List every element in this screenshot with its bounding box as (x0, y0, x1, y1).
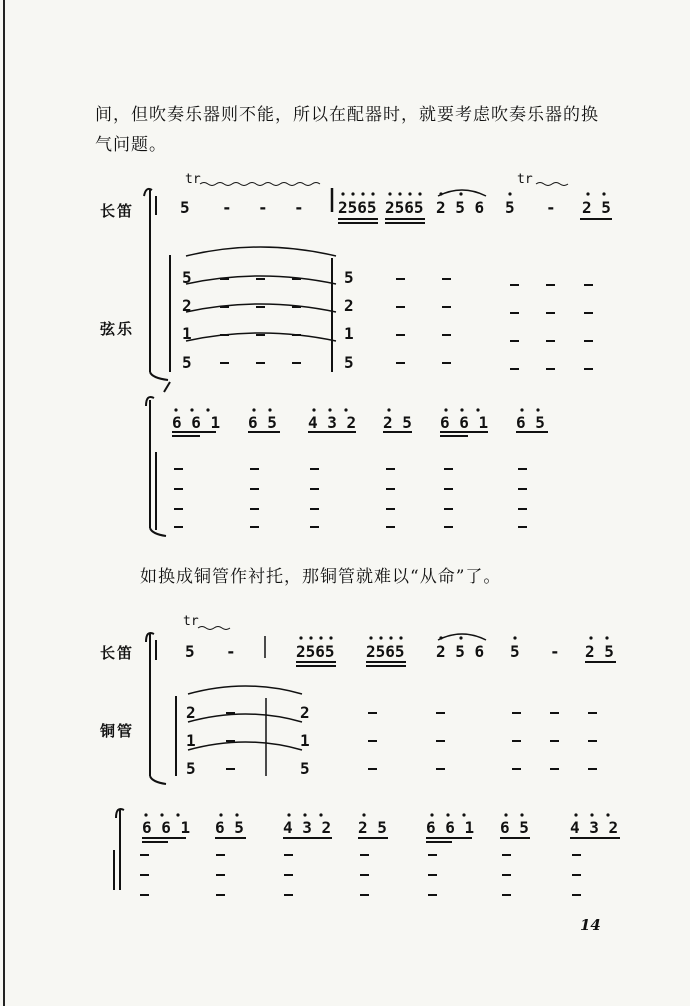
dash-mark (444, 526, 453, 528)
octave-dot (430, 813, 433, 816)
dash-mark (428, 854, 437, 856)
dash-mark (310, 468, 319, 470)
dash-mark (360, 874, 369, 876)
dash-mark (510, 340, 519, 342)
dash-mark (292, 362, 301, 364)
dash-mark (174, 488, 183, 490)
system-bracket (150, 776, 166, 784)
rest-dash: - (294, 198, 304, 217)
octave-dot (590, 813, 593, 816)
dash-mark (368, 768, 377, 770)
melody-note: 2565 (338, 198, 377, 217)
octave-dot (589, 636, 592, 639)
dash-mark (572, 894, 581, 896)
dash-mark (444, 488, 453, 490)
brass-note: 2 (300, 703, 310, 722)
dash-mark (216, 854, 225, 856)
dash-mark (174, 508, 183, 510)
octave-dot (586, 192, 589, 195)
octave-dot (341, 192, 344, 195)
melody-note: 2 5 (585, 642, 614, 661)
tie (186, 247, 336, 256)
octave-dot (369, 636, 372, 639)
dash-mark (220, 334, 229, 336)
octave-dot (144, 813, 147, 816)
dash-mark (444, 508, 453, 510)
dash-mark (250, 488, 259, 490)
dash-mark (546, 312, 555, 314)
dash-mark (174, 526, 183, 528)
strings-note: 5 (344, 353, 354, 372)
melody-note: 6 6 1 (172, 413, 221, 432)
dash-mark (368, 740, 377, 742)
trill-mark-1: tr (185, 172, 201, 187)
system-bracket (150, 528, 166, 536)
brass-note: 1 (300, 731, 310, 750)
tie (188, 742, 302, 750)
melody-note: 6 5 (500, 818, 529, 837)
melody-note: 6 5 (215, 818, 244, 837)
octave-dot (268, 408, 271, 411)
dash-mark (310, 508, 319, 510)
octave-dot (398, 192, 401, 195)
octave-dots (144, 192, 609, 816)
dash-mark (502, 894, 511, 896)
dash-mark (510, 312, 519, 314)
octave-dot (446, 813, 449, 816)
octave-dot (174, 408, 177, 411)
brass-note: 5 (186, 759, 196, 778)
dash-mark (256, 306, 265, 308)
dash-mark (292, 334, 301, 336)
melody-note: 5 (505, 198, 515, 217)
octave-dot (439, 192, 442, 195)
melody-note: 2 5 (582, 198, 611, 217)
dash-mark (140, 854, 149, 856)
melody-note: 6 6 1 (426, 818, 475, 837)
dash-mark (360, 854, 369, 856)
octave-dot (439, 636, 442, 639)
dash-mark (174, 468, 183, 470)
melody-note: 2 5 (358, 818, 387, 837)
dash-mark (436, 768, 445, 770)
dash-mark (502, 874, 511, 876)
octave-dot (329, 636, 332, 639)
dash-mark (396, 362, 405, 364)
octave-dot (379, 636, 382, 639)
octave-dot (444, 408, 447, 411)
dash-mark (256, 278, 265, 280)
dash-mark (386, 526, 395, 528)
octave-dot (574, 813, 577, 816)
dash-mark (442, 362, 451, 364)
dash-mark (140, 894, 149, 896)
dash-mark (546, 368, 555, 370)
dash-mark (396, 278, 405, 280)
dash-mark (502, 854, 511, 856)
melody-note: 2 5 (383, 413, 412, 432)
octave-dot (160, 813, 163, 816)
melody-note: 6 6 1 (440, 413, 489, 432)
octave-dot (319, 813, 322, 816)
octave-dot (206, 408, 209, 411)
octave-dot (462, 813, 465, 816)
brass-note: 5 (300, 759, 310, 778)
dash-mark (310, 526, 319, 528)
dash-mark (588, 740, 597, 742)
octave-dot (361, 192, 364, 195)
label-brass: 铜管 (100, 722, 135, 740)
octave-dot (388, 192, 391, 195)
dash-mark (428, 874, 437, 876)
strings-note: 2 (182, 296, 192, 315)
strings-note: 5 (182, 268, 192, 287)
dash-mark (292, 278, 301, 280)
dash-mark (428, 894, 437, 896)
dash-mark (386, 488, 395, 490)
dash-mark (284, 874, 293, 876)
dash-mark (226, 768, 235, 770)
dash-mark (584, 312, 593, 314)
octave-dot (362, 813, 365, 816)
dash-mark (250, 468, 259, 470)
dash-mark (546, 284, 555, 286)
melody-note: 5 (510, 642, 520, 661)
octave-dot (328, 408, 331, 411)
octave-dot (235, 813, 238, 816)
octave-dot (344, 408, 347, 411)
dash-mark (518, 468, 527, 470)
octave-dot (190, 408, 193, 411)
prose-line-1: 间，但吹奏乐器则不能，所以在配器时，就要考虑吹奏乐器的换 (95, 105, 599, 125)
trill-wave (200, 183, 320, 186)
dash-mark (226, 712, 235, 714)
octave-dot (460, 408, 463, 411)
octave-dot (287, 813, 290, 816)
octave-dot (504, 813, 507, 816)
melody-note: 2565 (385, 198, 424, 217)
dash-mark (310, 488, 319, 490)
dash-mark (512, 768, 521, 770)
octave-dot (176, 813, 179, 816)
dash-mark (284, 894, 293, 896)
octave-dot (299, 636, 302, 639)
slash (164, 382, 170, 392)
octave-dot (319, 636, 322, 639)
prose-line-3: 如换成铜管作衬托，那铜管就难以“从命”了。 (140, 567, 502, 587)
octave-dot (418, 192, 421, 195)
dash-mark (256, 362, 265, 364)
strings-note: 5 (344, 268, 354, 287)
dash-mark (442, 278, 451, 280)
dash-mark (216, 874, 225, 876)
dash-mark (220, 362, 229, 364)
dash-mark (510, 284, 519, 286)
melody-note: 4 3 2 (283, 818, 332, 837)
octave-dot (219, 813, 222, 816)
rest-dash: - (222, 198, 232, 217)
dash-mark (442, 306, 451, 308)
dash-mark (550, 768, 559, 770)
octave-dot (513, 636, 516, 639)
tie (188, 714, 302, 722)
brass-note: 2 (186, 703, 196, 722)
dash-mark (360, 894, 369, 896)
melody-note: 2565 (366, 642, 405, 661)
melody-note: 6 5 (248, 413, 277, 432)
melody-note: - (550, 642, 560, 661)
octave-dot (399, 636, 402, 639)
dash-mark (368, 712, 377, 714)
label-strings: 弦乐 (100, 320, 135, 338)
flute-first-note: 5 (185, 642, 195, 661)
strings-note: 1 (344, 324, 354, 343)
dash-mark (572, 874, 581, 876)
dash-mark (226, 740, 235, 742)
dash-mark (510, 368, 519, 370)
octave-dot (459, 192, 462, 195)
prose-line-2: 气问题。 (95, 135, 167, 155)
octave-dot (606, 813, 609, 816)
rest-dash: - (258, 198, 268, 217)
octave-dot (408, 192, 411, 195)
octave-dot (520, 813, 523, 816)
octave-dot (387, 408, 390, 411)
dash-mark (518, 488, 527, 490)
dash-mark (220, 278, 229, 280)
octave-dot (508, 192, 511, 195)
dash-mark (584, 368, 593, 370)
dash-mark (386, 508, 395, 510)
dash-mark (436, 740, 445, 742)
dash-mark (572, 854, 581, 856)
dash-mark (292, 306, 301, 308)
octave-dot (602, 192, 605, 195)
strings-note: 1 (182, 324, 192, 343)
octave-dot (303, 813, 306, 816)
octave-dot (351, 192, 354, 195)
octave-dot (520, 408, 523, 411)
trill-wave (536, 183, 568, 186)
dash-mark (584, 284, 593, 286)
dash-mark (284, 854, 293, 856)
dash-mark (256, 334, 265, 336)
dash-mark (584, 340, 593, 342)
trill-mark-2: tr (517, 172, 533, 187)
label-flute: 长笛 (100, 202, 135, 220)
melody-note: 2565 (296, 642, 335, 661)
dash-mark (216, 894, 225, 896)
brass-note: 1 (186, 731, 196, 750)
strings-note: 5 (182, 353, 192, 372)
flute-first-note: 5 (180, 198, 190, 217)
dash-mark (588, 768, 597, 770)
dash-mark (442, 334, 451, 336)
rest-dash: - (226, 642, 236, 661)
dash-mark (386, 468, 395, 470)
melody-note: 4 3 2 (308, 413, 357, 432)
octave-dot (605, 636, 608, 639)
continuation-dashes (140, 278, 597, 896)
melody-note: 2 5 6 (436, 642, 485, 661)
dash-mark (396, 334, 405, 336)
tie (188, 686, 302, 694)
dash-mark (140, 874, 149, 876)
melody-note: - (546, 198, 556, 217)
dash-mark (396, 306, 405, 308)
octave-dot (459, 636, 462, 639)
melody-note: 2 5 6 (436, 198, 485, 217)
melody-note: 6 5 (516, 413, 545, 432)
dash-mark (250, 508, 259, 510)
octave-dot (309, 636, 312, 639)
octave-dot (536, 408, 539, 411)
dash-mark (518, 526, 527, 528)
melody-note: 4 3 2 (570, 818, 619, 837)
dash-mark (250, 526, 259, 528)
dash-mark (444, 468, 453, 470)
melody-note: 6 6 1 (142, 818, 191, 837)
dash-mark (550, 740, 559, 742)
dash-mark (512, 740, 521, 742)
dash-mark (546, 340, 555, 342)
system-bracket (150, 372, 168, 380)
octave-dot (312, 408, 315, 411)
dash-mark (512, 712, 521, 714)
dash-mark (588, 712, 597, 714)
octave-dot (389, 636, 392, 639)
dash-mark (436, 712, 445, 714)
trill-wave (198, 627, 230, 630)
octave-dot (476, 408, 479, 411)
strings-note: 2 (344, 296, 354, 315)
label-flute-2: 长笛 (100, 644, 135, 662)
trill-mark-3: tr (183, 614, 199, 629)
dash-mark (220, 306, 229, 308)
page-number: 14 (580, 916, 601, 934)
dash-mark (518, 508, 527, 510)
octave-dot (252, 408, 255, 411)
dash-mark (550, 712, 559, 714)
octave-dot (371, 192, 374, 195)
